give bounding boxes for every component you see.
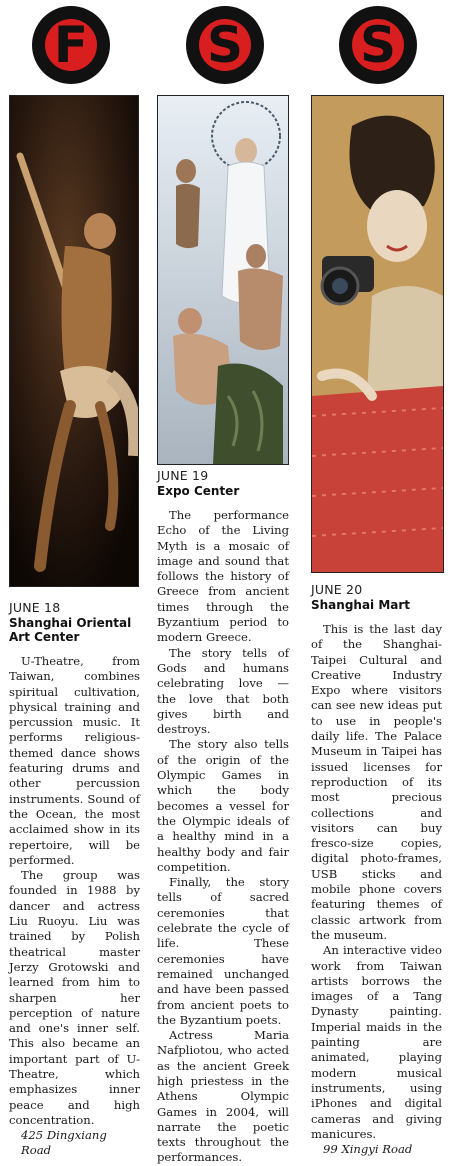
event-venue: Expo Center xyxy=(157,484,240,498)
badge-letter: S xyxy=(199,19,251,71)
event-description xyxy=(157,508,289,1166)
paragraph: The story tells of Gods and humans celebrating love — the love that both gives birth and destroys. xyxy=(157,645,289,737)
paragraph: The story also tells of the origin of the Olympic Games in which the body becomes a vessel for the Olympic ideals of a healthy mind in a healthy body and fair competition. xyxy=(157,737,289,874)
paragraph: The performance Echo of the Living Myth is a mosaic of image and sound that follows the history of Greece from ancient times through the Byzantium period to modern Greece. xyxy=(157,508,289,645)
event-column-june-19 xyxy=(157,468,289,1166)
paragraph: The group was founded in 1988 by dancer and actress Liu Ruoyu. Liu was trained by Polish theatrical master Jerzy Grotowski and learned from him to sharpen her perception of nature and one's inner self. This also became an important part of U-Theatre, which emphasizes inner peace and high concentration. xyxy=(9,868,140,1127)
photo-u-theatre-dancer xyxy=(9,95,139,587)
photo-tang-painting-camera xyxy=(311,95,444,573)
badge-letter: S xyxy=(352,19,404,71)
badge-friday xyxy=(32,6,110,84)
badge-saturday xyxy=(186,6,264,84)
badge-sunday xyxy=(339,6,417,84)
badge-letter: F xyxy=(45,19,97,71)
event-venue: Shanghai Mart xyxy=(311,598,411,612)
paragraph: Actress Maria Nafpliotou, who acted as the ancient Greek high priestess in the Athens Olympic Games in 2004, will narrate the poetic texts throughout the performances. xyxy=(157,1028,289,1165)
event-address: 99 Xingyi Road xyxy=(323,1142,413,1157)
paragraph: An interactive video work from Taiwan artists borrows the images of a Tang Dynasty painting. Imperial maids in the painting are animated, playing modern musical instruments, using iPhones and digital cameras and giving manicures. xyxy=(311,943,442,1141)
event-column-june-20 xyxy=(311,582,442,1157)
event-date: JUNE 19 xyxy=(157,468,209,483)
event-description xyxy=(311,622,442,1142)
event-venue: Shanghai Oriental Art Center xyxy=(9,616,132,644)
paragraph: U-Theatre, from Taiwan, combines spiritual cultivation, physical training and percussion music. It performs religious-themed dance shows featuring drums and other percussion instruments. Sound of the Ocean, the most acclaimed show in its repertoire, will be performed. xyxy=(9,654,140,867)
event-description xyxy=(9,654,140,1128)
event-date: JUNE 18 xyxy=(9,600,61,615)
event-date: JUNE 20 xyxy=(311,582,363,597)
event-address: 425 Dingxiang Road xyxy=(21,1128,107,1158)
event-column-june-18 xyxy=(9,600,140,1158)
photo-echo-of-the-living-myth xyxy=(157,95,289,465)
paragraph: This is the last day of the Shanghai-Taipei Cultural and Creative Industry Expo where visitors can see new ideas put to use in people's daily life. The Palace Museum in Taipei has issued licenses for reproduction of its most precious collections and visitors can buy fresco-size copies, digital photo-frames, USB sticks and mobile phone covers featuring themes of classic artwork from the museum. xyxy=(311,622,442,942)
paragraph: Finally, the story tells of sacred ceremonies that celebrate the cycle of life. These ceremonies have remained unchanged and have been passed from ancient poets to the Byzantium poets. xyxy=(157,875,289,1027)
